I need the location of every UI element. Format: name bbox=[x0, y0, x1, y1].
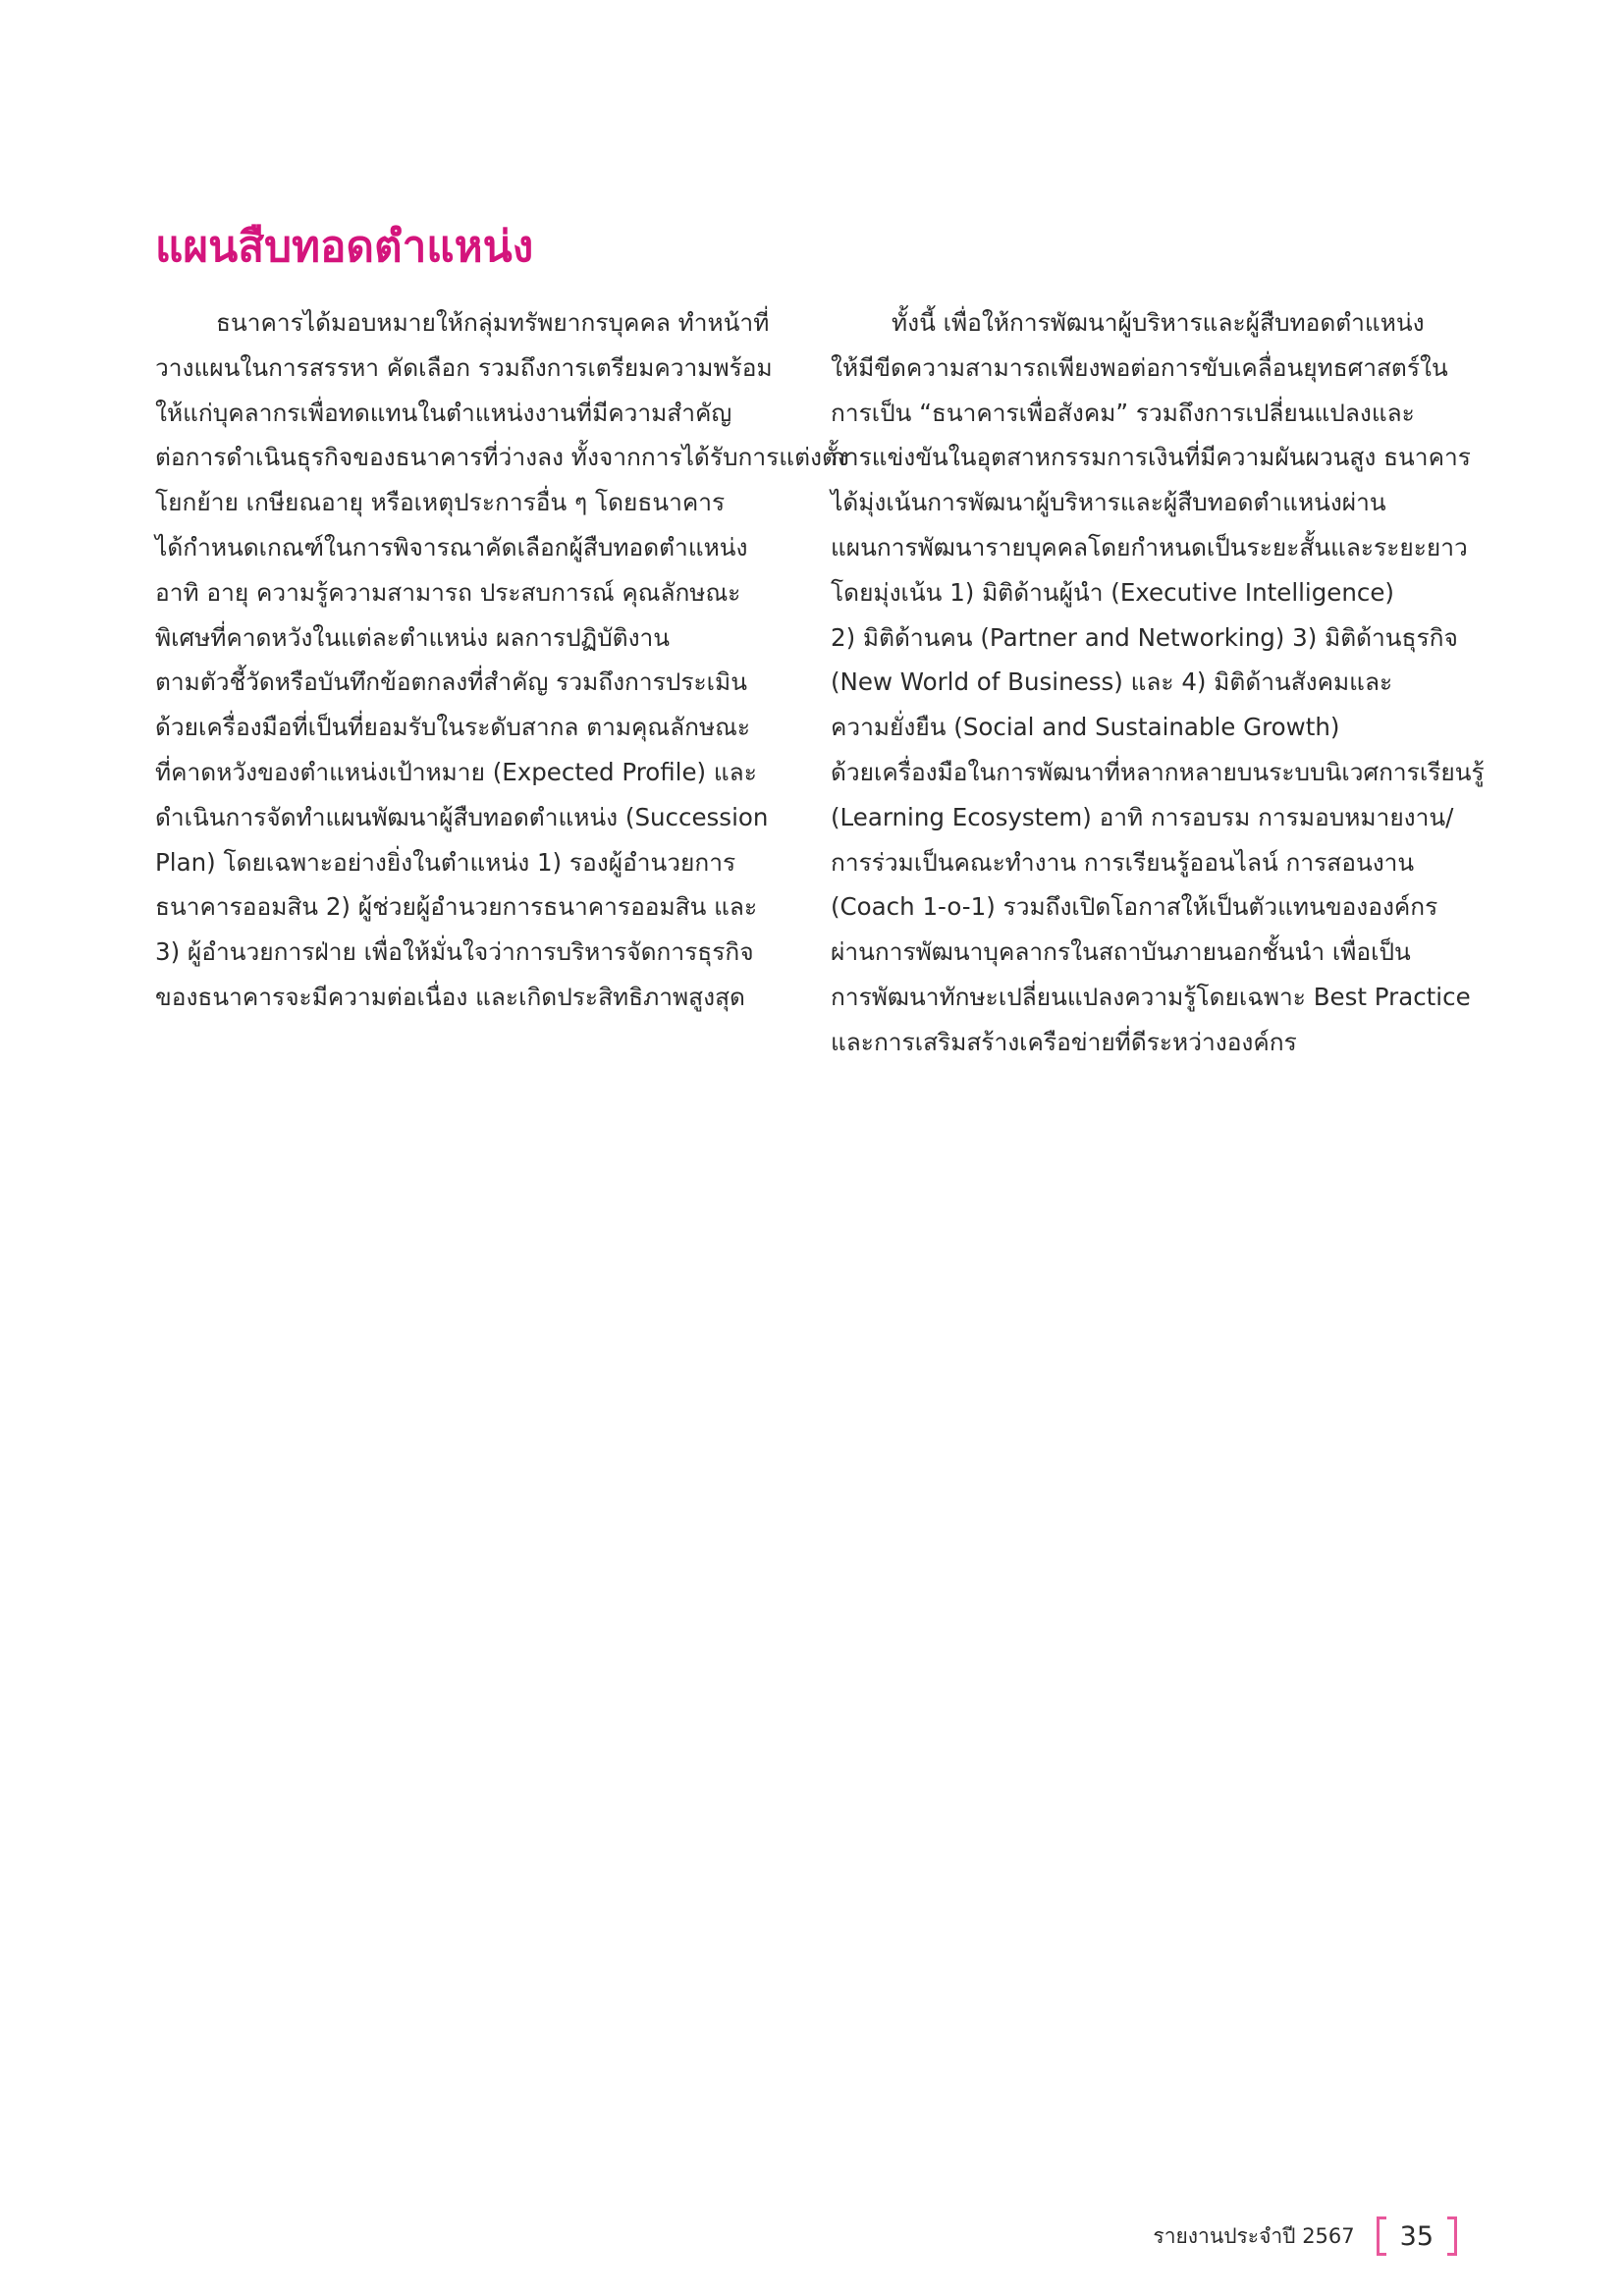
paragraph-line: การพัฒนาทักษะเปลี่ยนแปลงความรู้โดยเฉพาะ Best Practice bbox=[831, 982, 1471, 1011]
paragraph-line: ต่อการดำเนินธุรกิจของธนาคารที่ว่างลง ทั้งจากการได้รับการแต่งตั้ง bbox=[155, 443, 849, 472]
paragraph-line: การเป็น “ธนาคารเพื่อสังคม” รวมถึงการเปลี่ยนแปลงและ bbox=[831, 398, 1415, 427]
paragraph-line: โยกย้าย เกษียณอายุ หรือเหตุประการอื่น ๆ โดยธนาคาร bbox=[155, 488, 726, 517]
page-footer bbox=[1153, 2215, 1457, 2258]
paragraph-line: ได้กำหนดเกณฑ์ในการพิจารณาคัดเลือกผู้สืบทอดตำแหน่ง bbox=[155, 532, 748, 561]
paragraph-line: ได้มุ่งเน้นการพัฒนาผู้บริหารและผู้สืบทอดตำแหน่งผ่าน bbox=[831, 488, 1386, 517]
paragraph-line: การแข่งขันในอุตสาหกรรมการเงินที่มีความผันผวนสูง ธนาคาร bbox=[831, 443, 1471, 472]
paragraph-line: ธนาคารได้มอบหมายให้กลุ่มทรัพยากรบุคคล ทำหน้าที่ bbox=[216, 308, 770, 337]
paragraph-line: ความยั่งยืน (Social and Sustainable Growth) bbox=[831, 713, 1340, 742]
report-title: รายงานประจำปี 2567 bbox=[1153, 2223, 1355, 2248]
page-number: 35 bbox=[1399, 2220, 1434, 2252]
paragraph-line: 2) มิติด้านคน (Partner and Networking) 3) มิติด้านธุรกิจ bbox=[831, 622, 1458, 652]
paragraph-line: ของธนาคารจะมีความต่อเนื่อง และเกิดประสิทธิภาพสูงสุด bbox=[155, 982, 745, 1011]
paragraph-line: Plan) โดยเฉพาะอย่างยิ่งในตำแหน่ง 1) รองผู้อำนวยการ bbox=[155, 847, 736, 877]
paragraph-line: (New World of Business) และ 4) มิติด้านสังคมและ bbox=[831, 667, 1393, 697]
paragraph-line: อาทิ อายุ ความรู้ความสามารถ ประสบการณ์ คุณลักษณะ bbox=[155, 577, 741, 607]
paragraph-line: พิเศษที่คาดหวังในแต่ละตำแหน่ง ผลการปฏิบัติงาน bbox=[155, 622, 671, 652]
right-bracket-icon bbox=[1447, 2216, 1457, 2256]
left-column-paragraph bbox=[155, 300, 849, 1020]
paragraph-line: ด้วยเครื่องมือที่เป็นที่ยอมรับในระดับสากล ตามคุณลักษณะ bbox=[155, 713, 751, 742]
paragraph-line: ให้แก่บุคลากรเพื่อทดแทนในตำแหน่งงานที่มีความสำคัญ bbox=[155, 398, 732, 427]
paragraph-line: และการเสริมสร้างเครือข่ายที่ดีระหว่างองค์กร bbox=[831, 1027, 1297, 1056]
paragraph-line: ทั้งนี้ เพื่อให้การพัฒนาผู้บริหารและผู้สืบทอดตำแหน่ง bbox=[892, 308, 1425, 337]
paragraph-line: ผ่านการพัฒนาบุคลากรในสถาบันภายนอกชั้นนำ เพื่อเป็น bbox=[831, 937, 1411, 967]
paragraph-line: ด้วยเครื่องมือในการพัฒนาที่หลากหลายบนระบบนิเวศการเรียนรู้ bbox=[831, 757, 1485, 786]
section-heading: แผนสืบทอดตำแหน่ง bbox=[155, 222, 534, 272]
paragraph-line: วางแผนในการสรรหา คัดเลือก รวมถึงการเตรียมความพร้อม bbox=[155, 352, 773, 382]
paragraph-line: ดำเนินการจัดทำแผนพัฒนาผู้สืบทอดตำแหน่ง (Succession bbox=[155, 802, 769, 831]
paragraph-line: (Learning Ecosystem) อาทิ การอบรม การมอบหมายงาน/ bbox=[831, 802, 1454, 831]
paragraph-line: ธนาคารออมสิน 2) ผู้ช่วยผู้อำนวยการธนาคารออมสิน และ bbox=[155, 892, 758, 922]
paragraph-line: โดยมุ่งเน้น 1) มิติด้านผู้นำ (Executive Intelligence) bbox=[831, 577, 1394, 607]
paragraph-line: การร่วมเป็นคณะทำงาน การเรียนรู้ออนไลน์ การสอนงาน bbox=[831, 847, 1415, 877]
paragraph-line: ที่คาดหวังของตำแหน่งเป้าหมาย (Expected Profile) และ bbox=[155, 757, 757, 786]
right-column-paragraph bbox=[831, 300, 1485, 1065]
paragraph-line: ตามตัวชี้วัดหรือบันทึกข้อตกลงที่สำคัญ รวมถึงการประเมิน bbox=[155, 667, 747, 697]
paragraph-line: 3) ผู้อำนวยการฝ่าย เพื่อให้มั่นใจว่าการบริหารจัดการธุรกิจ bbox=[155, 937, 754, 967]
paragraph-line: แผนการพัฒนารายบุคคลโดยกำหนดเป็นระยะสั้นและระยะยาว bbox=[831, 532, 1468, 561]
paragraph-line: ให้มีขีดความสามารถเพียงพอต่อการขับเคลื่อนยุทธศาสตร์ใน bbox=[831, 352, 1448, 382]
left-bracket-icon bbox=[1377, 2216, 1386, 2256]
paragraph-line: (Coach 1-o-1) รวมถึงเปิดโอกาสให้เป็นตัวแทนขององค์กร bbox=[831, 892, 1438, 922]
